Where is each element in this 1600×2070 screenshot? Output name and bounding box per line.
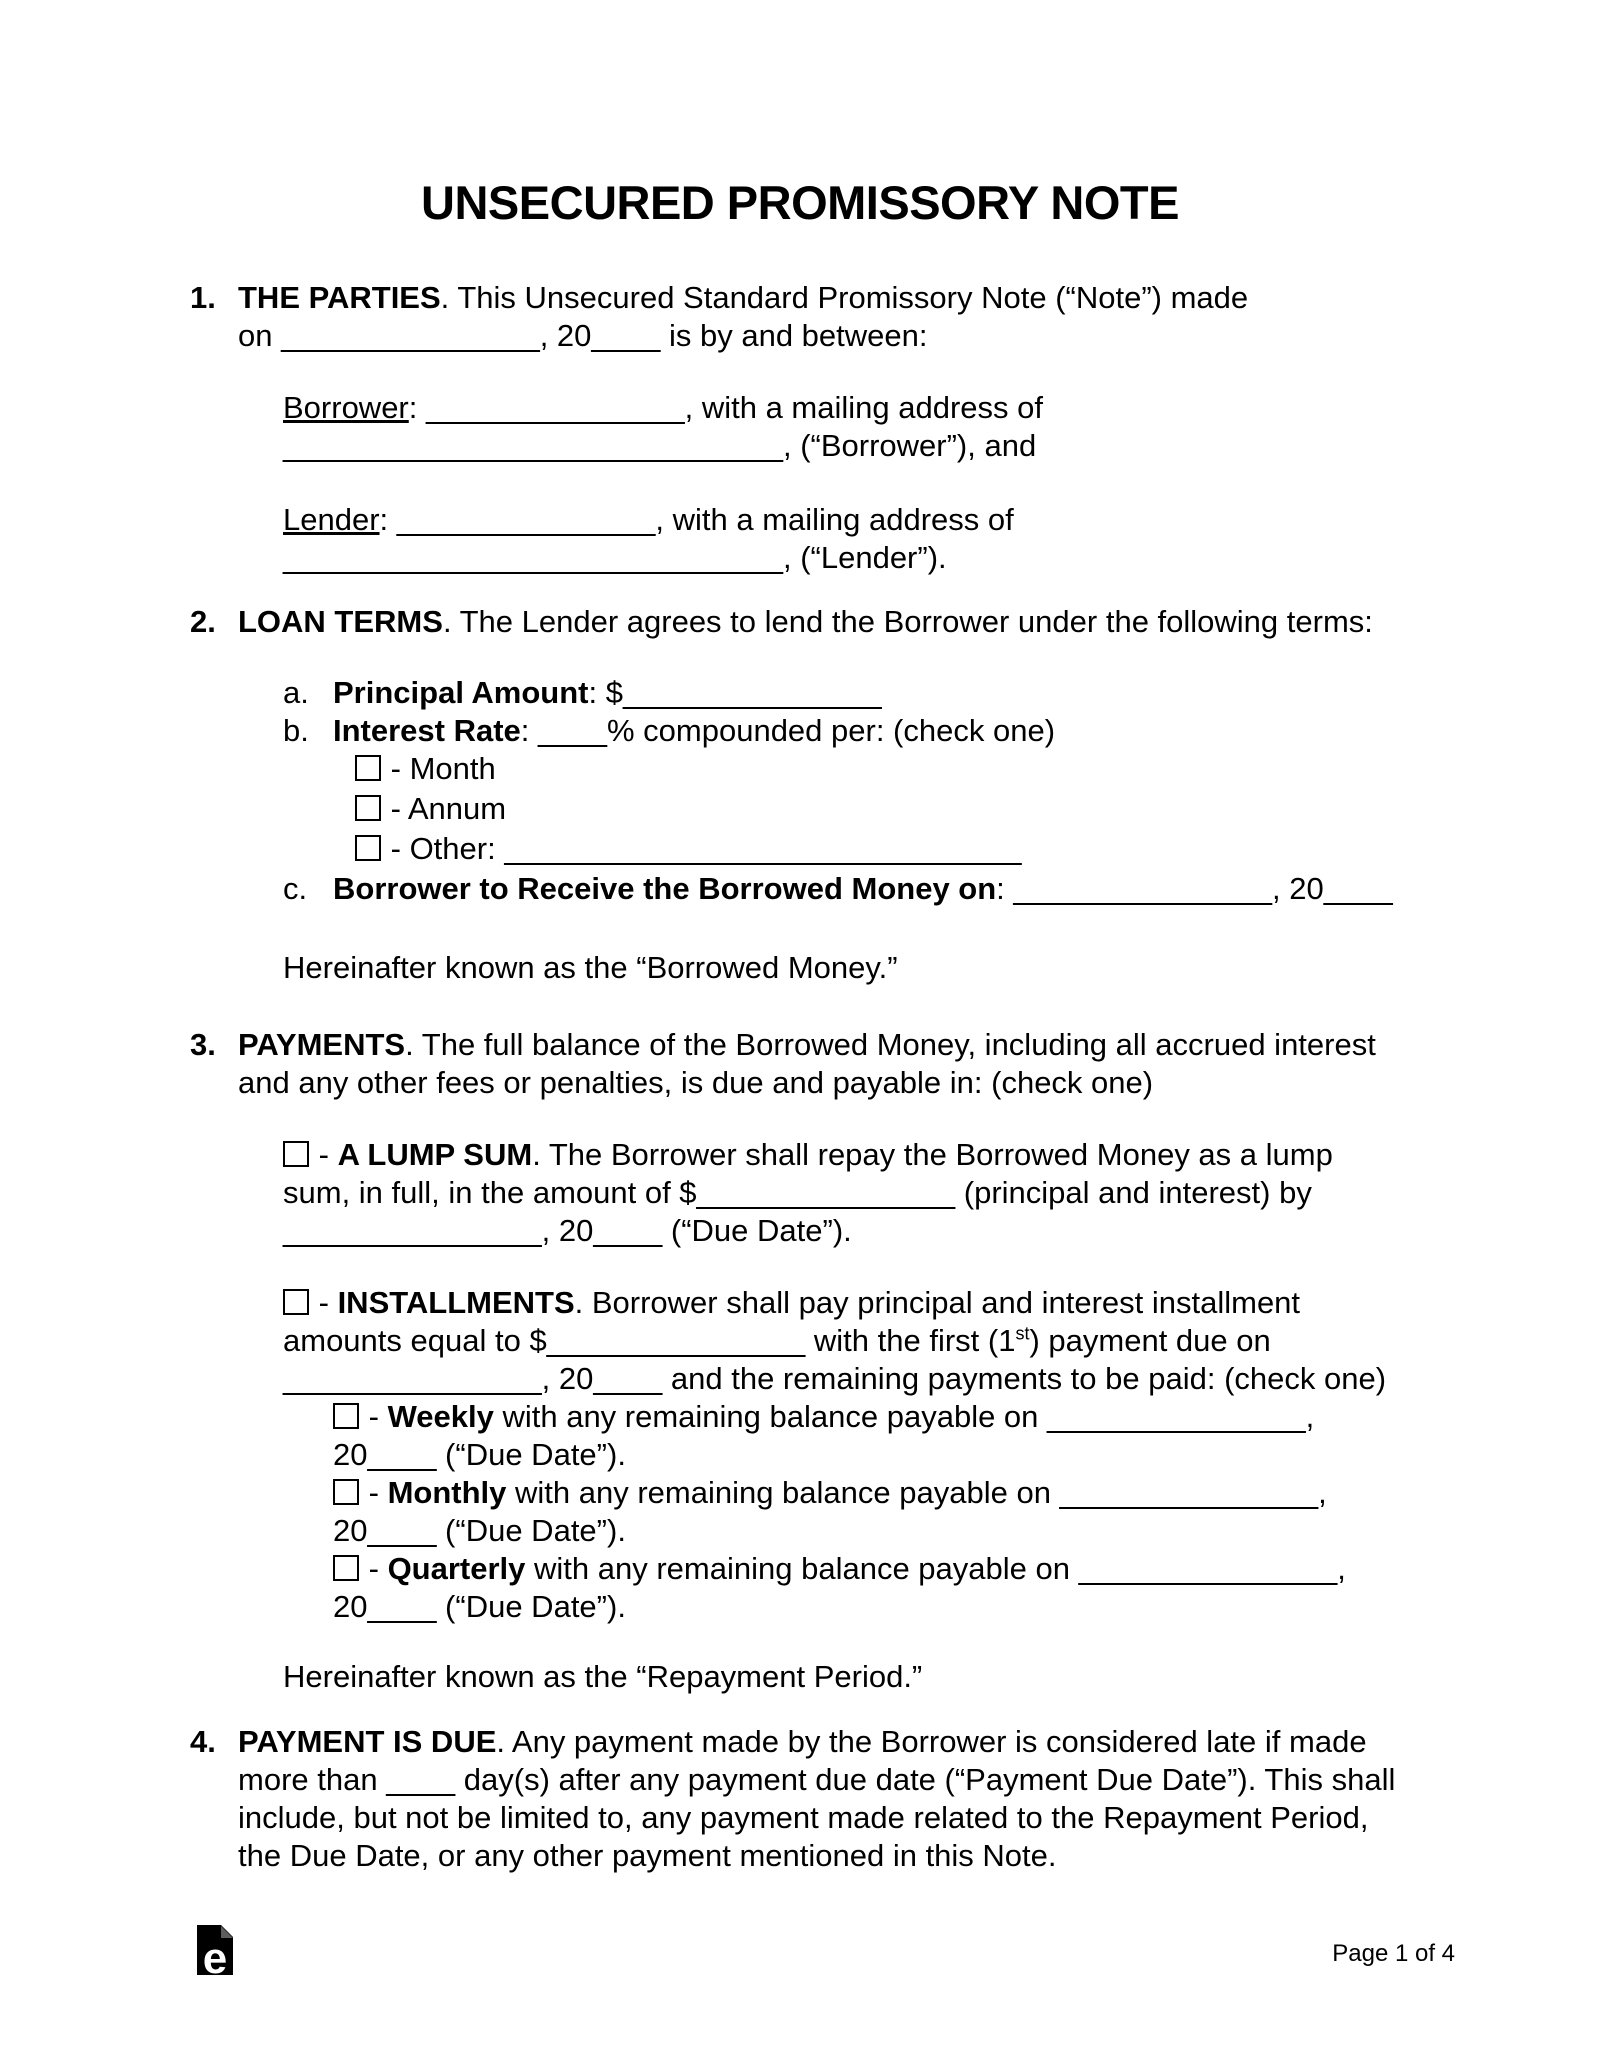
interest-rate-blank: : ____% compounded per: (check one) [520, 713, 1056, 748]
loan-terms-heading-rest: . The Lender agrees to lend the Borrower under the following terms: [442, 604, 1373, 639]
page-number: Page 1 of 4 [1332, 1940, 1455, 1967]
principal-amount-blank: : $_______________ [588, 675, 882, 710]
section-loan-terms [190, 603, 1508, 641]
section-payments [190, 1026, 1508, 1102]
eforms-logo [197, 1925, 233, 1983]
option-annum [355, 790, 1455, 828]
weekly-due-date-line: 20____ (“Due Date”). [333, 1437, 626, 1472]
lump-sum-checkbox[interactable] [283, 1141, 309, 1167]
borrower-line-1 [283, 389, 1463, 427]
section-the-parties [190, 279, 1508, 355]
section-number-1: 1. [190, 280, 216, 315]
eforms-logo-letter: e [202, 1934, 228, 1983]
item-principal-amount [283, 674, 1513, 712]
payment-due-line-1 [238, 1723, 1508, 1761]
ordinal-superscript: st [1015, 1323, 1030, 1344]
payment-due-line-3: include, but not be limited to, any payment made related to the Repayment Period, [238, 1800, 1369, 1835]
borrower-label: Borrower [283, 390, 409, 425]
lender-label: Lender [283, 502, 380, 537]
section-number-3: 3. [190, 1027, 216, 1062]
other-checkbox[interactable] [355, 835, 381, 861]
receive-money-blank: : _______________, 20____ [996, 871, 1393, 906]
check-dash: - [382, 831, 410, 866]
weekly-checkbox[interactable] [333, 1403, 359, 1429]
receive-money-label: Borrower to Receive the Borrowed Money on [333, 871, 997, 906]
payment-due-heading: PAYMENT IS DUE [238, 1724, 497, 1759]
check-dash: - [360, 1475, 388, 1510]
item-label-b: b. [283, 713, 309, 748]
installments-label: INSTALLMENTS [337, 1285, 575, 1320]
borrower-blank: : _______________, with a mailing address of [408, 390, 1043, 425]
installments-line-3: _______________, 20____ and the remaining payments to be paid: (check one) [283, 1361, 1387, 1396]
parties-heading-rest: . This Unsecured Standard Promissory Note (“Note”) made [440, 280, 1249, 315]
option-quarterly: - Quarterly with any remaining balance payable on _______________, [333, 1550, 1463, 1588]
installments-clause [283, 1284, 1463, 1626]
option-weekly: - Weekly with any remaining balance payable on _______________, [333, 1398, 1463, 1436]
option-monthly: - Monthly with any remaining balance payable on _______________, [333, 1474, 1463, 1512]
check-dash: - [382, 791, 408, 826]
section-payment-is-due [190, 1723, 1508, 1875]
annum-checkbox[interactable] [355, 795, 381, 821]
quarterly-checkbox[interactable] [333, 1555, 359, 1581]
borrower-clause [283, 389, 1463, 465]
borrowed-money-clause: Hereinafter known as the “Borrowed Money.” [283, 950, 898, 985]
loan-terms-heading: LOAN TERMS [238, 604, 443, 639]
month-option-label: Month [409, 751, 496, 786]
interest-rate-label: Interest Rate [333, 713, 521, 748]
item-receive-money [283, 870, 1513, 908]
item-interest-rate [283, 712, 1513, 750]
check-dash: - [382, 751, 410, 786]
borrower-line-2: _____________________________, (“Borrower”), and [283, 428, 1037, 463]
lump-sum-line-3: _______________, 20____ (“Due Date”). [283, 1213, 852, 1248]
option-other [355, 830, 1455, 868]
payments-heading: PAYMENTS [238, 1027, 406, 1062]
payment-due-line-4: the Due Date, or any other payment mentioned in this Note. [238, 1838, 1057, 1873]
lender-line-2: _____________________________, (“Lender”). [283, 540, 947, 575]
month-checkbox[interactable] [355, 755, 381, 781]
check-dash: - [360, 1399, 388, 1434]
annum-option-label: Annum [407, 791, 507, 826]
payments-line-2: and any other fees or penalties, is due and payable in: (check one) [238, 1065, 1154, 1100]
check-dash: - [310, 1137, 338, 1172]
installments-line-2: amounts equal to $_______________ with the first (1st) payment due on [283, 1323, 1271, 1358]
installments-checkbox[interactable] [283, 1289, 309, 1315]
monthly-due-date-line: 20____ (“Due Date”). [333, 1513, 626, 1548]
monthly-label: Monthly [387, 1475, 507, 1510]
lender-line-1 [283, 501, 1463, 539]
installment-frequency-options [333, 1398, 1463, 1626]
check-dash: - [360, 1551, 388, 1586]
check-dash: - [310, 1285, 338, 1320]
lump-sum-rest: . The Borrower shall repay the Borrowed Money as a lump [532, 1137, 1333, 1172]
item-label-a: a. [283, 675, 309, 710]
lump-sum-label: A LUMP SUM [337, 1137, 533, 1172]
parties-line-1 [238, 279, 1508, 317]
page-title: UNSECURED PROMISSORY NOTE [421, 176, 1179, 229]
lump-sum-line-2: sum, in full, in the amount of $_______________ (principal and interest) by [283, 1175, 1312, 1210]
monthly-checkbox[interactable] [333, 1479, 359, 1505]
installments-rest: . Borrower shall pay principal and interest installment [574, 1285, 1301, 1320]
payment-due-line-2: more than ____ day(s) after any payment due date (“Payment Due Date”). This shall [238, 1762, 1396, 1797]
item-label-c: c. [283, 871, 308, 906]
payments-line-1 [238, 1026, 1508, 1064]
quarterly-due-date-line: 20____ (“Due Date”). [333, 1589, 626, 1624]
lump-sum-clause [283, 1136, 1463, 1250]
lender-clause [283, 501, 1463, 577]
section-number-4: 4. [190, 1724, 216, 1759]
parties-line-2: on _______________, 20____ is by and between: [238, 318, 928, 353]
weekly-label: Weekly [387, 1399, 494, 1434]
parties-heading: THE PARTIES [238, 280, 441, 315]
payments-heading-rest: . The full balance of the Borrowed Money, including all accrued interest [405, 1027, 1376, 1062]
other-option-label: Other: ______________________________ [409, 831, 1022, 866]
quarterly-label: Quarterly [387, 1551, 526, 1586]
principal-amount-label: Principal Amount [333, 675, 589, 710]
section-number-2: 2. [190, 604, 216, 639]
repayment-period-clause: Hereinafter known as the “Repayment Period.” [283, 1659, 923, 1694]
option-month [355, 750, 1455, 788]
payment-due-heading-rest: . Any payment made by the Borrower is considered late if made [496, 1724, 1367, 1759]
loan-terms-line-1 [238, 603, 1508, 641]
lender-blank: : _______________, with a mailing address of [379, 502, 1014, 537]
